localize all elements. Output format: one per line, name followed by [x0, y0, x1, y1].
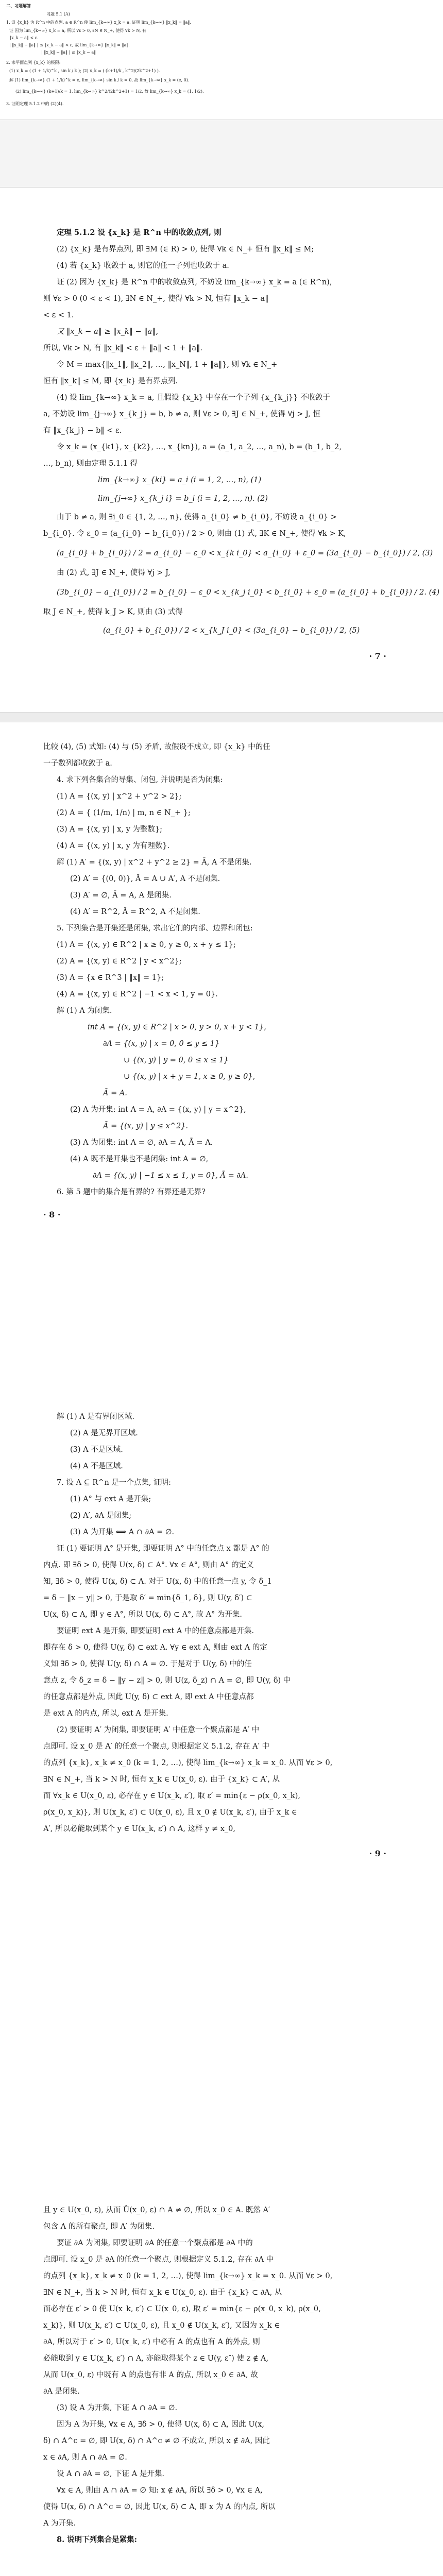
- page-separator: [0, 712, 443, 722]
- text-line: (4) A 既不是开集也不是闭集: int A = ∅,: [70, 1155, 209, 1163]
- text-line: (2) A = {(x, y) ∈ R^2 | y < x^2};: [57, 957, 182, 965]
- text-line: 则 ∀ε > 0 (0 < ε < 1), ∃N ∈ N_+, 使得 ∀k > N, 恒有 ‖x_k − a‖: [43, 295, 269, 303]
- text-line: (4) A′ = R^2, Ā = R^2, A 不是闭集.: [70, 908, 200, 916]
- text-line: 3. 证明定理 5.1.2 中的 (2)(4).: [6, 101, 64, 106]
- text-line: δ) ∩ A^c = ∅, 即 U(x, δ) ∩ A^c ≠ ∅ 不成立, 所以 x ∉ ∂A, 因此: [43, 2437, 270, 2445]
- text-line: < ε < 1.: [43, 311, 74, 319]
- text-line: (1) A° 与 ext A 是开集;: [70, 1495, 151, 1503]
- text-line: b_{i_0}. 令 ε_0 = (a_{i_0} − b_{i_0}) / 2 > 0, 则由 (1) 式, ∃K ∈ N_+, 使得 ∀k > K,: [43, 530, 346, 538]
- text-line: (1) x_k = ( (1 + 1/k)^k , sin k / k ); (2) x_k = ( (k+1)/k , k^2/(2k^2+1) ).: [9, 69, 160, 73]
- text-line: 即存在 δ > 0, 使得 U(y, δ) ⊂ ext A. ∀y ∈ ext A, 则由 ext A 的定: [43, 1643, 267, 1652]
- text-line: 而必存在 ε′ > 0 使 U(x_k, ε′) ⊂ U(x_0, ε), 取 ε′ = min{ε − ρ(x_0, x_k), ρ(x_0,: [43, 2305, 321, 2313]
- text-line: 证 (1) 要证明 A° 是开集, 即要证明 A° 中的任意点 x 都是 A° 的: [57, 1545, 269, 1553]
- equation-line: 又 ‖x_k − a‖ ≥ ‖x_k‖ − ‖a‖,: [57, 328, 159, 336]
- equation-line: (a_{i_0} + b_{i_0}) / 2 < x_{k_J i_0} < (3a_{i_0} − b_{i_0}) / 2, (5): [103, 626, 360, 635]
- text-line: (1) A = {(x, y) ∈ R^2 | x ≥ 0, y ≥ 0, x + y ≤ 1};: [57, 941, 236, 949]
- text-line: (3) A 为开集 ⟺ A ∩ ∂A = ∅.: [70, 1528, 175, 1536]
- text-line: 是 ext A 的内点, 所以, ext A 是开集.: [43, 1709, 168, 1718]
- text-line: 有 ‖x_{k_j} − b‖ < ε.: [43, 427, 122, 435]
- text-line: x ∈ ∂A, 则 A ∩ ∂A = ∅.: [43, 2453, 127, 2462]
- text-line: A 为开集.: [43, 2519, 76, 2528]
- page-8: [0, 721, 443, 1236]
- page-7: [0, 187, 443, 712]
- equation-line: Ā = A.: [103, 1089, 127, 1097]
- theorem-line: 定理 5.1.2 设 {x_k} 是 R^n 中的收敛点列, 则: [57, 228, 222, 237]
- text-line: 设 A ∩ ∂A = ∅, 下证 A 是开集.: [57, 2470, 164, 2478]
- page-10: [0, 2184, 443, 2576]
- text-line: (2) A = { (1/m, 1/n) | m, n ∈ N_+ };: [57, 809, 191, 817]
- text-line: A′, 所以必能取到某个 y ∈ U(x_k, ε′) ∩ A, 这样 y ≠ x_0,: [43, 1825, 235, 1833]
- text-line: 包含 A 的所有聚点, 即 A′ 为闭集.: [43, 2223, 155, 2231]
- text-line: ‖x_k − a‖ < ε.: [9, 36, 39, 40]
- equation-line: (a_{i_0} + b_{i_0}) / 2 = a_{i_0} − ε_0 < x_{k i_0} < a_{i_0} + ε_0 = (3a_{i_0} − b_{i_0}) / 2, (3): [57, 549, 433, 557]
- equation-line: ∪ {(x, y) | y = 0, 0 ≤ x ≤ 1}: [124, 1056, 229, 1064]
- text-line: 解 (1) A 为闭集.: [57, 1007, 112, 1015]
- text-line: (4) A = {(x, y) ∈ R^2 | −1 < x < 1, y = 0}.: [57, 990, 218, 998]
- text-line: (2) A′, ∂A 是闭集;: [70, 1512, 132, 1520]
- text-line: 使得 U(x, δ) ∩ A^c = ∅, 因此 U(x, δ) ⊂ A, 即 x 为 A 的内点, 所以: [43, 2503, 276, 2511]
- text-line: 解 (1) A 是有界闭区域.: [57, 1413, 134, 1421]
- text-line: a, 不妨设 lim_{j→∞} x_{k_j} = b, b ≠ a, 则 ∀ε > 0, ∃J ∈ N_+, 使得 ∀j > J, 恒: [43, 410, 320, 418]
- exercise-heading: 8. 说明下列集合是紧集:: [57, 2535, 138, 2544]
- text-line: U(x, δ) ⊂ A, 即 y ∈ A°, 所以 U(x, δ) ⊂ A°, 故 A° 为开集.: [43, 1611, 243, 1619]
- equation-line: ∂A = {(x, y) | −1 ≤ x ≤ 1, y = 0}, Ā = ∂A.: [93, 1172, 248, 1180]
- equation-line: lim_{j→∞} x_{k_j i} = b_i (i = 1, 2, …, n). (2): [98, 495, 268, 503]
- text-line: 一子数列都收敛于 a.: [43, 759, 112, 768]
- text-line: 取 J ∈ N_+, 使得 k_J > K, 则由 (3) 式得: [43, 608, 183, 616]
- text-line: 7. 设 A ⊆ R^n 是一个点集, 证明:: [57, 1479, 172, 1487]
- text-line: (4) A 不是区域.: [70, 1462, 123, 1470]
- equation-line: ∂A = {(x, y) | x = 0, 0 ≤ y ≤ 1}: [103, 1040, 220, 1048]
- text-line: 因为 A 为开集, ∀x ∈ A, ∃δ > 0, 使得 U(x, δ) ⊂ A, 因此 U(x,: [57, 2420, 264, 2429]
- text-line: (2) lim_{k→∞} (k+1)/k = 1, lim_{k→∞} k^2/(2k^2+1) = 1/2, 故 lim_{k→∞} x_k = (1, 1/2).: [15, 89, 204, 94]
- text-line: ∃N ∈ N_+, 当 k > N 时, 恒有 x_k ∈ U(x_0, ε). 由于 {x_k} ⊂ A′, 从: [43, 1775, 280, 1784]
- text-line: 的点列 {x_k}, x_k ≠ x_0 (k = 1, 2, …), 使得 lim_{k→∞} x_k = x_0. 从而 ∀ε > 0,: [43, 1759, 333, 1767]
- text-line: 恒有 ‖x_k‖ ≤ M, 即 {x_k} 是有界点列.: [43, 377, 178, 385]
- text-line: (2) A 为开集: int A = A, ∂A = {(x, y) | y = x^2},: [70, 1106, 246, 1114]
- page-separator: [0, 1236, 443, 1391]
- text-line: 意点 z, 令 δ_z = δ − ‖y − z‖ > 0, 则 U(z, δ_z) ∩ A = ∅, 即 U(y, δ) 中: [43, 1676, 291, 1685]
- page-separator: [0, 1875, 443, 1978]
- page-number: · 7 ·: [369, 651, 386, 661]
- text-line: 解 (1) A′ = {(x, y) | x^2 + y^2 ≥ 2} = Ā, A 不是闭集.: [57, 858, 252, 867]
- text-line: (3) A 不是区域.: [70, 1446, 123, 1454]
- text-line: 必能取到 y ∈ U(x_k, ε′) ∩ A, 亦能取得某个 z ∈ U(y, ε″) 使 z ∉ A,: [43, 2354, 269, 2363]
- equation-line: (3b_{i_0} − a_{i_0}) / 2 = b_{i_0} − ε_0 < x_{k_j i_0} < b_{i_0} + ε_0 = (a_{i_0} + b_{i_0}) / 2. (4): [57, 588, 440, 597]
- text-line: 令 M = max{‖x_1‖, ‖x_2‖, …, ‖x_N‖, 1 + ‖a‖}, 则 ∀k ∈ N_+: [57, 361, 278, 369]
- text-line: 由于 b ≠ a, 则 ∃i_0 ∈ {1, 2, …, n}, 使得 a_{i_0} ≠ b_{i_0}, 不妨设 a_{i_0} >: [57, 513, 337, 521]
- text-line: 5. 下列集合是开集还是闭集, 求出它们的内部、边界和闭包:: [57, 924, 253, 933]
- text-line: (2) A′ = {(0, 0)}, Ā = A ∪ A′, A 不是闭集.: [70, 875, 220, 883]
- text-line: 4. 求下列各集合的导集、闭包, 并说明是否为闭集:: [57, 776, 223, 784]
- text-line: | ‖x_k‖ − ‖a‖ | ≤ ‖x_k − a‖ < ε, 故 lim_{k→∞} ‖x_k‖ = ‖a‖.: [9, 43, 130, 47]
- text-line: 要证明 ext A 是开集, 即要证明 ext A 中的任意点都是开集.: [57, 1627, 254, 1635]
- text-line: 2. 求平面点列 {x_k} 的极限:: [6, 60, 61, 65]
- text-line: ∃N ∈ N_+, 当 k > N 时, 恒有 x_k ∈ U(x_0, ε). 由于 {x_k} ⊂ ∂A, 从: [43, 2289, 282, 2297]
- text-line: ρ(x_0, x_k)}, 则 U(x_k, ε′) ⊂ U(x_0, ε), 且 x_0 ∉ U(x_k, ε′), 由于 x_k ∈: [43, 1808, 297, 1817]
- text-line: 点即可. 设 x_0 是 ∂A 的任意一个聚点, 则根据定义 5.1.2, 存在 ∂A 中: [43, 2256, 274, 2264]
- text-line: 要证 ∂A 为闭集, 即要证明 ∂A 的任意一个聚点都是 ∂A 中的: [57, 2239, 253, 2247]
- header-page: [0, 0, 443, 120]
- text-line: (2) A 是无界开区域.: [70, 1429, 138, 1437]
- text-line: | ‖x_k‖ − ‖a‖ | ≤ ‖x_k − a‖: [41, 50, 96, 55]
- text-line: ∂A, 所以对于 ε′ > 0, U(x_k, ε′) 中必有 A 的点也有 A 的外点, 则: [43, 2338, 260, 2346]
- equation-line: int A = {(x, y) ∈ R^2 | x > 0, y > 0, x + y < 1},: [88, 1023, 266, 1031]
- text-line: 比较 (4), (5) 式知: (4) 与 (5) 矛盾, 故假设不成立, 即 {x_k} 中的任: [43, 743, 270, 751]
- exercise-title: 习题 5.1 (A): [46, 12, 70, 16]
- text-line: (3) A 为闭集: int A = ∅, ∂A = A, Ā = A.: [70, 1139, 213, 1147]
- text-line: 的任意点都是外点, 因此 U(y, δ) ⊂ ext A, 即 ext A 中任意点都: [43, 1693, 254, 1701]
- text-line: (3) A = {x ∈ R^3 | ‖x‖ = 1};: [57, 974, 164, 982]
- text-line: 令 x_k = (x_{k1}, x_{k2}, …, x_{kn}), a = (a_1, a_2, …, a_n), b = (b_1, b_2,: [57, 443, 342, 451]
- text-line: (2) {x_k} 是有界点列, 即 ∃M (∈ R) > 0, 使得 ∀k ∈ N_+ 恒有 ‖x_k‖ ≤ M;: [57, 245, 314, 253]
- text-line: (3) A′ = ∅, Ā = A, A 是闭集.: [70, 891, 172, 900]
- text-line: (1) A = {(x, y) | x^2 + y^2 > 2};: [57, 792, 182, 801]
- text-line: 且 y ∈ U(x_0, ε), 从而 Ů(x_0, ε) ∩ A ≠ ∅, 所以 x_0 ∈ A. 既然 A′: [43, 2206, 270, 2214]
- text-line: x_k)}, 则 U(x_k, ε′) ⊂ U(x_0, ε), 且 x_0 ∉ U(x_k, ε′), 又因为 x_k ∈: [43, 2321, 280, 2330]
- text-line: 由 (2) 式, ∃J ∈ N_+, 使得 ∀j > J,: [57, 569, 171, 577]
- text-line: 点即可. 设 x_0 是 A′ 的任意一个聚点, 则根据定义 5.1.2, 存在 A′ 中: [43, 1742, 269, 1751]
- text-line: 的点列 {x_k}, x_k ≠ x_0 (k = 1, 2, …), 使得 lim_{k→∞} x_k = x_0. 从而 ∀ε > 0,: [43, 2272, 333, 2280]
- equation-line: lim_{k→∞} x_{ki} = a_i (i = 1, 2, …, n), (1): [98, 476, 262, 484]
- text-line: 解 (1) lim_{k→∞} (1 + 1/k)^k = e, lim_{k→∞} sin k / k = 0, 故 lim_{k→∞} x_k = (e, 0).: [9, 78, 190, 82]
- page-separator: [0, 120, 443, 188]
- text-line: 1. 设 {x_k} 为 R^n 中的点列, a ∈ R^n 使 lim_{k→∞} x_k = a. 证明 lim_{k→∞} ‖x_k‖ = ‖a‖.: [6, 20, 191, 25]
- equation-line: Ā = {(x, y) | y ≤ x^2}.: [103, 1122, 189, 1130]
- text-line: 6. 第 5 题中的集合是有界的? 有界还是无界?: [57, 1188, 206, 1196]
- equation-line: ∪ {(x, y) | x + y = 1, x ≥ 0, y ≥ 0},: [124, 1073, 255, 1081]
- text-line: 义知 ∃δ > 0, 使得 U(y, δ) ∩ A = ∅. 于是对于 U(y, δ) 中的任: [43, 1660, 252, 1668]
- page-number: · 9 ·: [369, 1849, 386, 1858]
- text-line: ∂A 是闭集.: [43, 2387, 80, 2396]
- text-line: 从而 U(x_0, ε) 中既有 A 的点也有非 A 的点, 所以 x_0 ∈ ∂A, 故: [43, 2371, 258, 2379]
- text-line: (3) 设 A 为开集, 下证 A ∩ ∂A = ∅.: [57, 2404, 178, 2412]
- text-line: 证 (2) 因为 {x_k} 是 R^n 中的收敛点列, 不妨设 lim_{k→∞} x_k = a (∈ R^n),: [57, 278, 332, 286]
- text-line: 知, ∃δ > 0, 使得 U(x, δ) ⊂ A. 对于 U(x, δ) 中的任意一点 y, 令 δ_1: [43, 1578, 272, 1586]
- text-line: (4) 设 lim_{k→∞} x_k = a, 且假设 {x_k} 中存在一个子列 {x_{k_j}} 不收敛于: [57, 394, 331, 402]
- section-heading: 二、习题解答: [6, 3, 31, 8]
- text-line: (2) 要证明 A′ 为闭集, 即要证明 A′ 中任意一个聚点都是 A′ 中: [57, 1726, 260, 1734]
- text-line: (4) 若 {x_k} 收敛于 a, 则它的任一子列也收敛于 a.: [57, 262, 229, 270]
- page-number: · 8 ·: [43, 1210, 61, 1219]
- text-line: ∀x ∈ A, 则由 A ∩ ∂A = ∅ 知: x ∉ ∂A, 所以 ∃δ > 0, ∀x ∈ A,: [57, 2486, 263, 2495]
- text-line: (3) A = {(x, y) | x, y 为整数};: [57, 825, 163, 834]
- text-line: 内点. 即 ∃δ > 0, 使得 U(x, δ) ⊂ A°. ∀x ∈ A°, 则由 A° 的定义: [43, 1561, 254, 1569]
- text-line: 所以, ∀k > N, 有 ‖x_k‖ < ε + ‖a‖ < 1 + ‖a‖.: [43, 344, 203, 352]
- text-line: (4) A = {(x, y) | x, y 为有理数}.: [57, 842, 170, 850]
- text-line: 而 ∀x_k ∈ U(x_0, ε), 必存在 y ∈ U(x_k, ε′), 取 ε′ = min{ε − ρ(x_0, x_k),: [43, 1792, 301, 1800]
- text-line: …, b_n), 则由定理 5.1.1 得: [43, 460, 138, 468]
- text-line: 证 因为 lim_{k→∞} x_k = a, 所以 ∀ε > 0, ∃N ∈ N_+, 使得 ∀k > N, 有: [9, 28, 146, 33]
- text-line: = δ − ‖x − y‖ > 0, 于是取 δ′ = min{δ_1, δ}, 则 U(y, δ′) ⊂: [43, 1594, 252, 1602]
